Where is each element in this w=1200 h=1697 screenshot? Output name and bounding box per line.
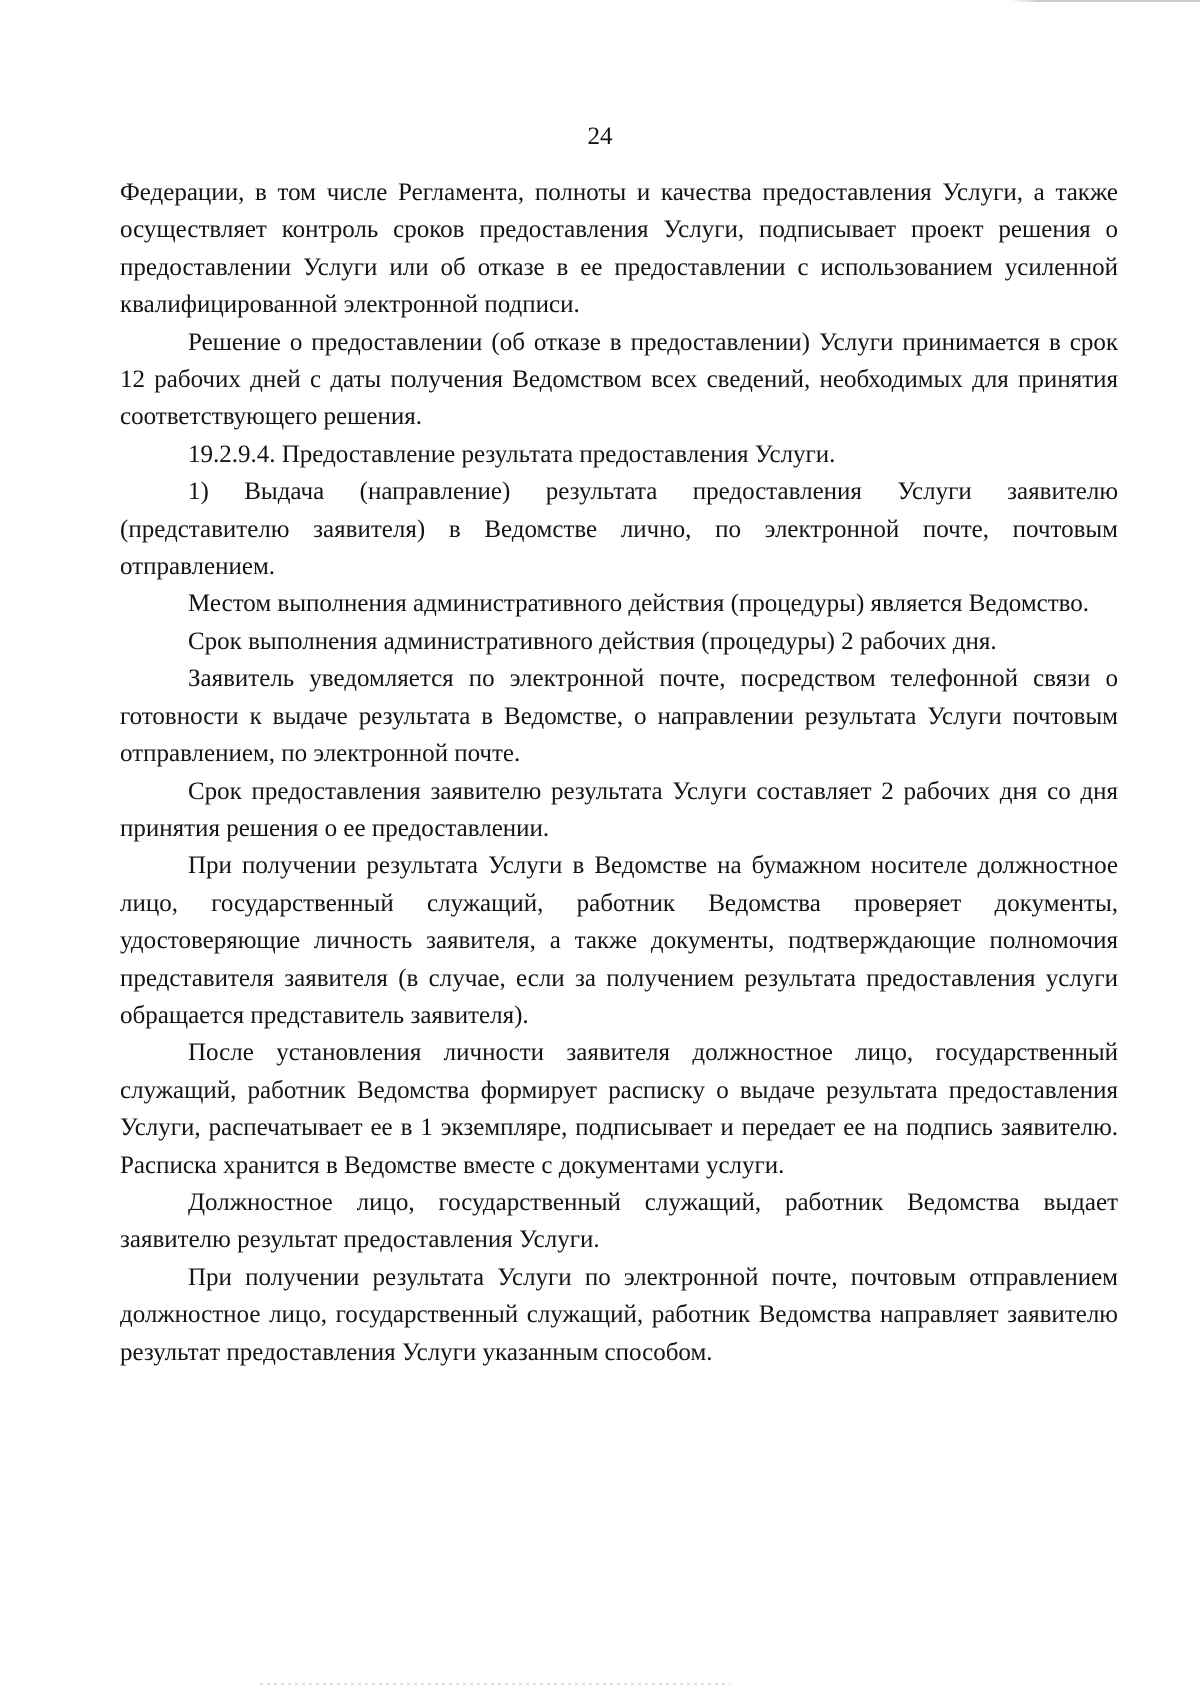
document-body [120,174,1118,1371]
page-number: 24 [587,123,613,150]
paragraph-place: Местом выполнения административного действия (процедуры) является Ведомство. [188,590,1090,618]
paragraph-paper-result: При получении результата Услуги в Ведомстве на бумажном носителе должностное лицо, государственный служащий, работник Ведомства проверяет документы, удостоверяющие личность заявителя, а также документы, подтверждающие полномочия представителя заявителя (в случае, если за получением результата предоставления услуги обращается представитель заявителя). [120,852,1118,1029]
paragraph-notification: Заявитель уведомляется по электронной почте, посредством телефонной связи о готовности к выдаче результата в Ведомстве, о направлении результата Услуги почтовым отправлением, по электронной почте. [120,665,1118,768]
paragraph-decision-term: Решение о предоставлении (об отказе в предоставлении) Услуги принимается в срок 12 рабочих дней с даты получения Ведомством всех сведений, необходимых для принятия соответствующего решения. [120,328,1118,431]
scan-artifact-bottom [260,1683,730,1685]
paragraph-electronic-result: При получении результата Услуги по электронной почте, почтовым отправлением должностное лицо, государственный служащий, работник Ведомства направляет заявителю результат предоставления Услуги указанным способом. [120,1263,1118,1366]
paragraph-receipt: После установления личности заявителя должностное лицо, государственный служащий, работник Ведомства формирует расписку о выдаче результата предоставления Услуги, распечатывает ее в 1 экземпляре, подписывает и передает ее на подпись заявителю. Расписка хранится в Ведомстве вместе с документами услуги. [120,1039,1118,1179]
scan-artifact-top [1010,0,1200,2]
paragraph-delivery-term: Срок предоставления заявителю результата Услуги составляет 2 рабочих дня со дня принятия решения о ее предоставлении. [120,777,1118,842]
paragraph-item-1: 1) Выдача (направление) результата предоставления Услуги заявителю (представителю заявителя) в Ведомстве лично, по электронной почте, почтовым отправлением. [120,478,1118,581]
paragraph-issue: Должностное лицо, государственный служащий, работник Ведомства выдает заявителю результат предоставления Услуги. [120,1188,1118,1254]
paragraph-term: Срок выполнения административного действия (процедуры) 2 рабочих дня. [188,627,997,655]
paragraph-section-heading: 19.2.9.4. Предоставление результата предоставления Услуги. [188,440,836,468]
paragraph-continuation: Федерации, в том числе Регламента, полноты и качества предоставления Услуги, а также осуществляет контроль сроков предоставления Услуги, подписывает проект решения о предоставлении Услуги или об отказе в ее предоставлении с использованием усиленной квалифицированной электронной подписи. [120,179,1118,319]
